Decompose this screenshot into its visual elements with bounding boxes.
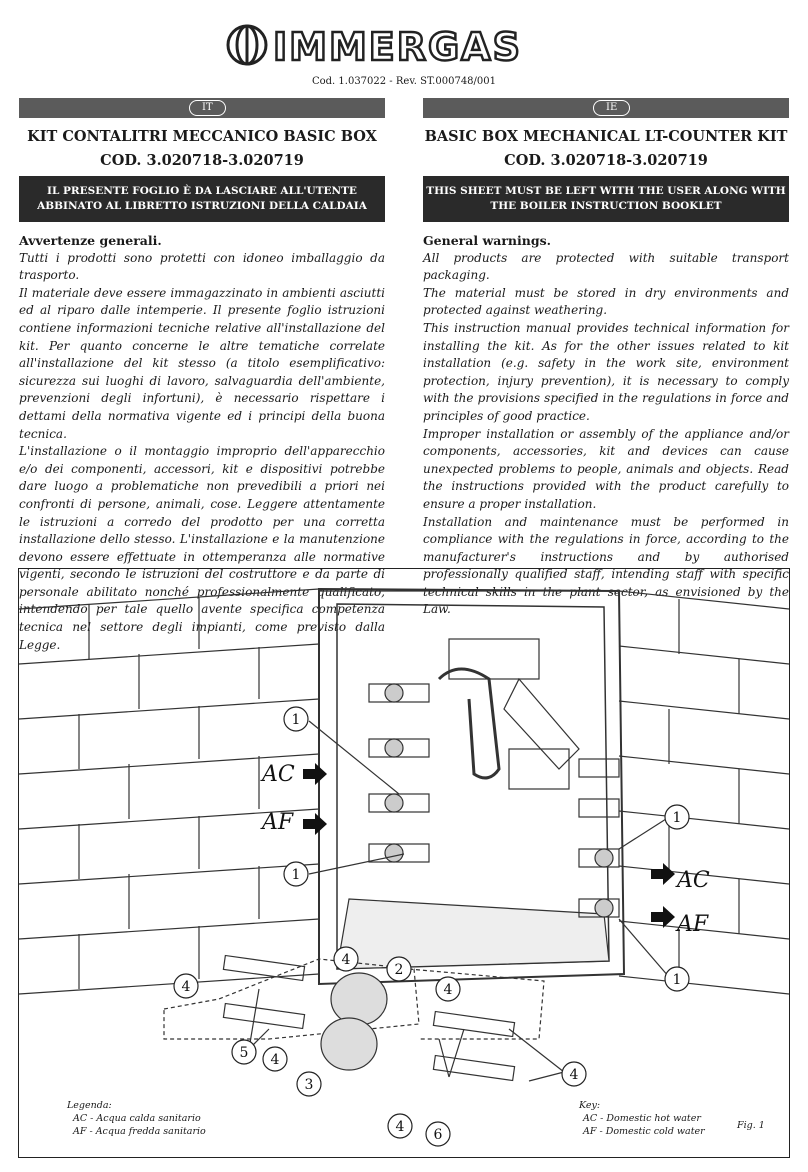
label-ac-left: AC bbox=[262, 762, 295, 787]
callout-1: 1 bbox=[291, 712, 301, 728]
label-af-right: AF bbox=[677, 912, 709, 937]
callout-3: 3 bbox=[304, 1077, 314, 1093]
label-ac-right: AC bbox=[677, 868, 710, 893]
warnings-paragraph: This instruction manual provides technical information for installing the kit. As for the other issues related to kit installation (e.g. safety in the work site, environment protection, injury prevention), it is necessary to comply with the provisions specified in the regulations in force and principles of good practice. bbox=[423, 320, 789, 423]
notice-box-it bbox=[19, 176, 385, 222]
document-code: Cod. 1.037022 - Rev. ST.000748/001 bbox=[311, 76, 496, 87]
legend-af-it: AF - Acqua fredda sanitario bbox=[73, 1126, 206, 1137]
title-ie: BASIC BOX MECHANICAL LT-COUNTER KIT bbox=[424, 128, 788, 145]
notice-line2-ie: THE BOILER INSTRUCTION BOOKLET bbox=[490, 200, 722, 212]
legend-ie bbox=[579, 1099, 705, 1138]
warnings-heading-ie: General warnings. bbox=[423, 233, 551, 248]
notice-box-ie bbox=[423, 176, 789, 222]
warnings-paragraph: L'installazione o il montaggio improprio dell'apparecchio e/o dei componenti, accessori, kit e dispositivi potrebbe dare luogo a problematiche non prevedibili a priori nei confronti di persone, animali, cose. Leggere attentamente le istruzioni a corredo del prodotto per una corretta installazione dello stesso. L'installazione e la manutenzione devono essere effettuate in ottemperanza alle normative vigenti, secondo le istruzioni del costruttore e da parte di personale abilitato nonché professionalmente qualificato, intendendo per tale quello avente specifica competenza tecnica nel settore degli impianti, come previsto dalla Legge. bbox=[19, 444, 385, 652]
warnings-paragraph: Tutti i prodotti sono protetti con idoneo imballaggio da trasporto. bbox=[19, 250, 385, 283]
callout-4: 4 bbox=[341, 952, 351, 968]
warnings-paragraph: Installation and maintenance must be performed in compliance with the regulations in force, according to the manufacturer's instructions and by authorised professionally qualified staff, intending staff with specific technical skills in the plant sector, as envisioned by the Law. bbox=[423, 514, 789, 617]
notice-line2-it: ABBINATO AL LIBRETTO ISTRUZIONI DELLA CALDAIA bbox=[37, 200, 367, 212]
notice-line1-it: IL PRESENTE FOGLIO È DA LASCIARE ALL'UTENTE bbox=[47, 185, 357, 197]
warnings-heading-it: Avvertenze generali. bbox=[19, 233, 162, 248]
callout-1: 1 bbox=[291, 867, 301, 883]
lang-bar-ie bbox=[423, 98, 789, 118]
svg-text:IMMERGAS: IMMERGAS bbox=[273, 25, 522, 68]
code-it: COD. 3.020718-3.020719 bbox=[100, 152, 304, 169]
lang-badge-ie: IE bbox=[593, 100, 630, 116]
warnings-ie bbox=[423, 232, 789, 619]
legend-title-ie: Key: bbox=[579, 1100, 601, 1111]
legend-ac-ie: AC - Domestic hot water bbox=[583, 1113, 701, 1124]
lang-badge-it: IT bbox=[189, 100, 226, 116]
callout-4: 4 bbox=[443, 982, 453, 998]
callout-4: 4 bbox=[270, 1052, 280, 1068]
callout-6: 6 bbox=[433, 1127, 443, 1143]
code-ie: COD. 3.020718-3.020719 bbox=[504, 152, 708, 169]
callout-4: 4 bbox=[395, 1119, 405, 1135]
warnings-paragraph: All products are protected with suitable transport packaging. bbox=[423, 250, 789, 283]
title-it: KIT CONTALITRI MECCANICO BASIC BOX bbox=[27, 128, 377, 145]
label-af-left: AF bbox=[262, 810, 294, 835]
legend-it bbox=[67, 1099, 206, 1138]
warnings-paragraph: Improper installation or assembly of the appliance and/or components, accessories, kit and devices can cause unexpected problems to people, animals and objects. Read the instructions provided with the product carefully to ensure a proper installation. bbox=[423, 426, 789, 511]
legend-title-it: Legenda: bbox=[67, 1100, 112, 1111]
legend-af-ie: AF - Domestic cold water bbox=[583, 1126, 705, 1137]
warnings-paragraph: Il materiale deve essere immagazzinato in ambienti asciutti ed al riparo dalle intemperie. Il presente foglio istruzioni contiene informazioni tecniche relative all'installazione del kit. Per quanto concerne le altre tematiche correlate all'installazione del kit stesso (a titolo esemplificativo: sicurezza sui luoghi di lavoro, salvaguardia dell'ambiente, prevenzioni degli infortuni), è necessario rispettare i dettami della normativa vigente ed i principi della buona tecnica. bbox=[19, 285, 385, 441]
notice-line1-ie: THIS SHEET MUST BE LEFT WITH THE USER ALONG WITH bbox=[426, 185, 786, 197]
legend-ac-it: AC - Acqua calda sanitario bbox=[73, 1113, 201, 1124]
immergas-logo bbox=[225, 22, 570, 68]
callout-1: 1 bbox=[672, 972, 682, 988]
callout-1: 1 bbox=[672, 810, 682, 826]
figure-label: Fig. 1 bbox=[737, 1120, 765, 1131]
callout-5: 5 bbox=[239, 1045, 249, 1061]
callout-4: 4 bbox=[181, 979, 191, 995]
warnings-paragraph: The material must be stored in dry environments and protected against weathering. bbox=[423, 285, 789, 318]
callout-4: 4 bbox=[569, 1067, 579, 1083]
installation-diagram bbox=[19, 569, 789, 1157]
callout-2: 2 bbox=[394, 962, 404, 978]
installation-figure bbox=[18, 568, 790, 1158]
lang-bar-it bbox=[19, 98, 385, 118]
